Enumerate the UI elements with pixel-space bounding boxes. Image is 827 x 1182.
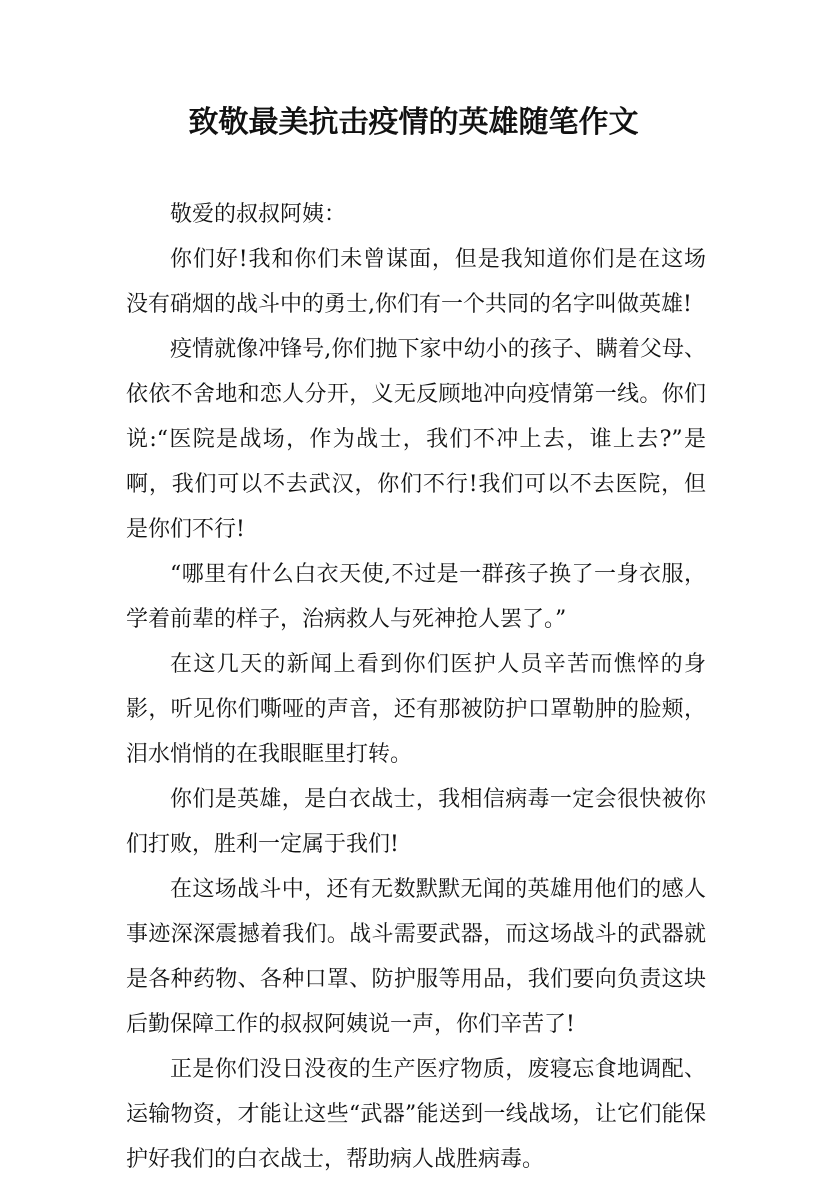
paragraph: “哪里有什么白衣天使,不过是一群孩子换了一身衣服，学着前辈的样子，治病救人与死神抢人罢了。” <box>126 562 706 632</box>
paragraph: 在这场战斗中，还有无数默默无闻的英雄用他们的感人事迹深深震撼着我们。战斗需要武器，而这场战斗的武器就是各种药物、各种口罩、防护服等用品，我们要向负责这块后勤保障工作的叔叔阿姨说一声，你们辛苦了! <box>126 877 706 1037</box>
paragraph-salutation: 敬爱的叔叔阿姨： <box>170 202 347 227</box>
paragraph: 你们是英雄，是白衣战士，我相信病毒一定会很快被你们打败，胜利一定属于我们! <box>126 787 706 857</box>
paragraph: 你们好!我和你们未曾谋面，但是我知道你们是在这场没有硝烟的战斗中的勇士,你们有一个共同的名字叫做英雄! <box>126 247 706 317</box>
document-body <box>126 192 706 1182</box>
paragraph: 正是你们没日没夜的生产医疗物质，废寝忘食地调配、运输物资，才能让这些“武器”能送到一线战场，让它们能保护好我们的白衣战士，帮助病人战胜病毒。 <box>126 1057 706 1172</box>
paragraph: 疫情就像冲锋号,你们抛下家中幼小的孩子、瞒着父母、依依不舍地和恋人分开，义无反顾地冲向疫情第一线。你们说:“医院是战场，作为战士，我们不冲上去，谁上去?”是啊，我们可以不去武汉，你们不行!我们可以不去医院，但是你们不行! <box>126 337 706 542</box>
paragraph: 在这几天的新闻上看到你们医护人员辛苦而憔悴的身影，听见你们嘶哑的声音，还有那被防护口罩勒肿的脸颊，泪水悄悄的在我眼眶里打转。 <box>126 652 706 767</box>
document-title: 致敬最美抗击疫情的英雄随笔作文 <box>188 105 639 140</box>
